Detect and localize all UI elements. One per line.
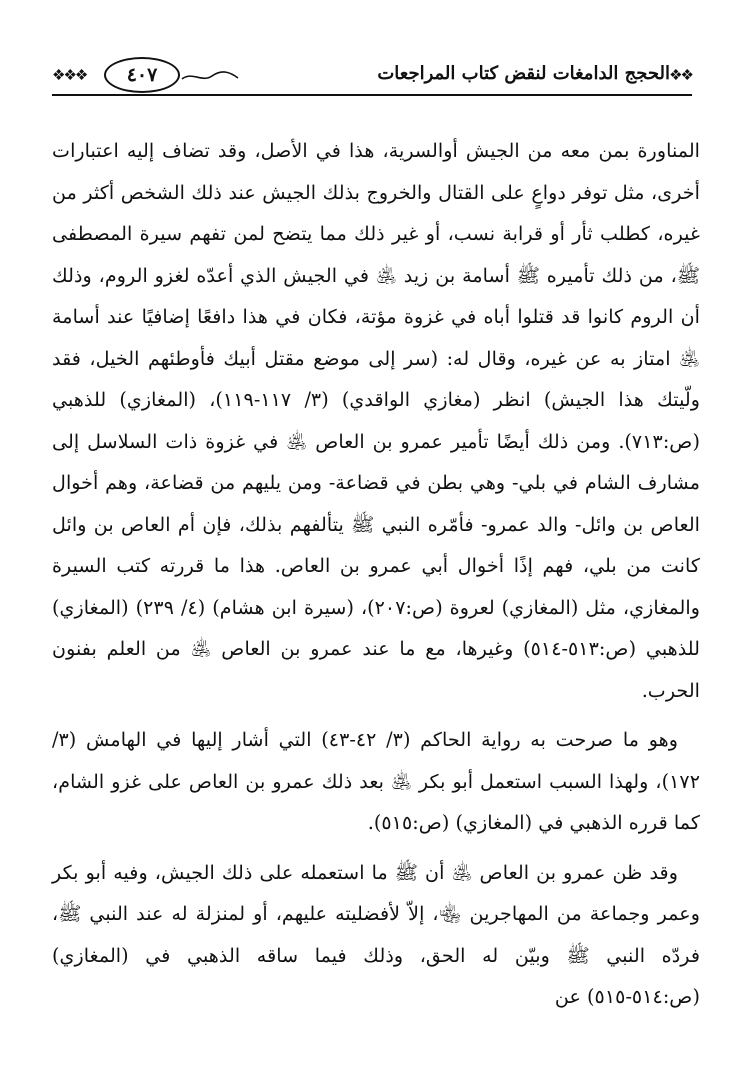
body-paragraph: وقد ظن عمرو بن العاص ﵁ أن ﷺ ما استعمله على ذلك الجيش، وفيه أبو بكر وعمر وجماعة من المهاجرين ﵄، إلاّ لأفضليته عليهم، أو لمنزلة له عند النبي ﷺ، فردّه النبي ﷺ وبيّن له الحق، وذلك فيما ساقه الذهبي في (المغازي) (ص:٥١٤-٥١٥) عن [52,860,700,1008]
body-paragraph: وهو ما صرحت به رواية الحاكم (٣/ ٤٢-٤٣) التي أشار إليها في الهامش (٣/ ١٧٢)، ولهذا السبب استعمل أبو بكر ﵁ بعد ذلك عمرو بن العاص على غزو الشام، كما قرره الذهبي في (المغازي) (ص:٥١٥). [52,728,700,834]
header-ornament-right: ❖❖ [669,66,692,84]
body-paragraph: المناورة بمن معه من الجيش أوالسرية، هذا في الأصل، وقد تضاف إليه اعتبارات أخرى، مثل توفر دواعٍ على القتال والخروج بذلك الجيش عند ذلك الشخص أكثر من غيره، كطلب ثأر أو قرابة نسب، أو غير ذلك مما يتضح لمن تفهم سيرة المصطفى ﷺ، من ذلك تأميره ﷺ أسامة بن زيد ﵁ في الجيش الذي أعدّه لغزو الروم، وذلك أن الروم كانوا قد قتلوا أباه في غزوة مؤتة، فكان في هذا دافعًا إضافيًا عند أسامة ﵁ امتاز به عن غيره، وقال له: (سر إلى موضع مقتل أبيك فأوطئهم الخيل، فقد ولّيتك هذا الجيش) انظر (مغازي الواقدي) (٣/ ١١٧-١١٩)، (المغازي) للذهبي (ص:٧١٣). ومن ذلك أيضًا تأمير عمرو بن العاص ﵁ في غزوة ذات السلاسل إلى مشارف الشام في بلي- وهي بطن في قضاعة- ومن يليهم من قضاعة، وهم أخوال العاص بن وائل- والد عمرو- فأمّره النبي ﷺ يتألفهم بذلك، فإن أم العاص بن وائل كانت من بلي، فهم إذًا أخوال أبي عمرو بن العاص. هذا ما قررته كتب السيرة والمغازي، مثل (المغازي) لعروة (ص:٢٠٧)، (سيرة ابن هشام) (٤/ ٢٣٩) (المغازي) للذهبي (ص:٥١٣-٥١٤) وغيرها، مع ما عند عمرو بن العاص ﵁ من العلم بفنون الحرب. [52,139,700,702]
header-flourish-icon [180,70,240,84]
running-title: الحجج الدامغات لنقض كتاب المراجعات [377,63,670,84]
page-body [52,130,700,1018]
header-rule [52,94,692,96]
page-number-frame [104,57,180,93]
page-header [52,52,692,102]
header-ornament-left: ❖❖❖ [52,66,87,84]
page-number: ٤٠٧ [126,64,158,86]
